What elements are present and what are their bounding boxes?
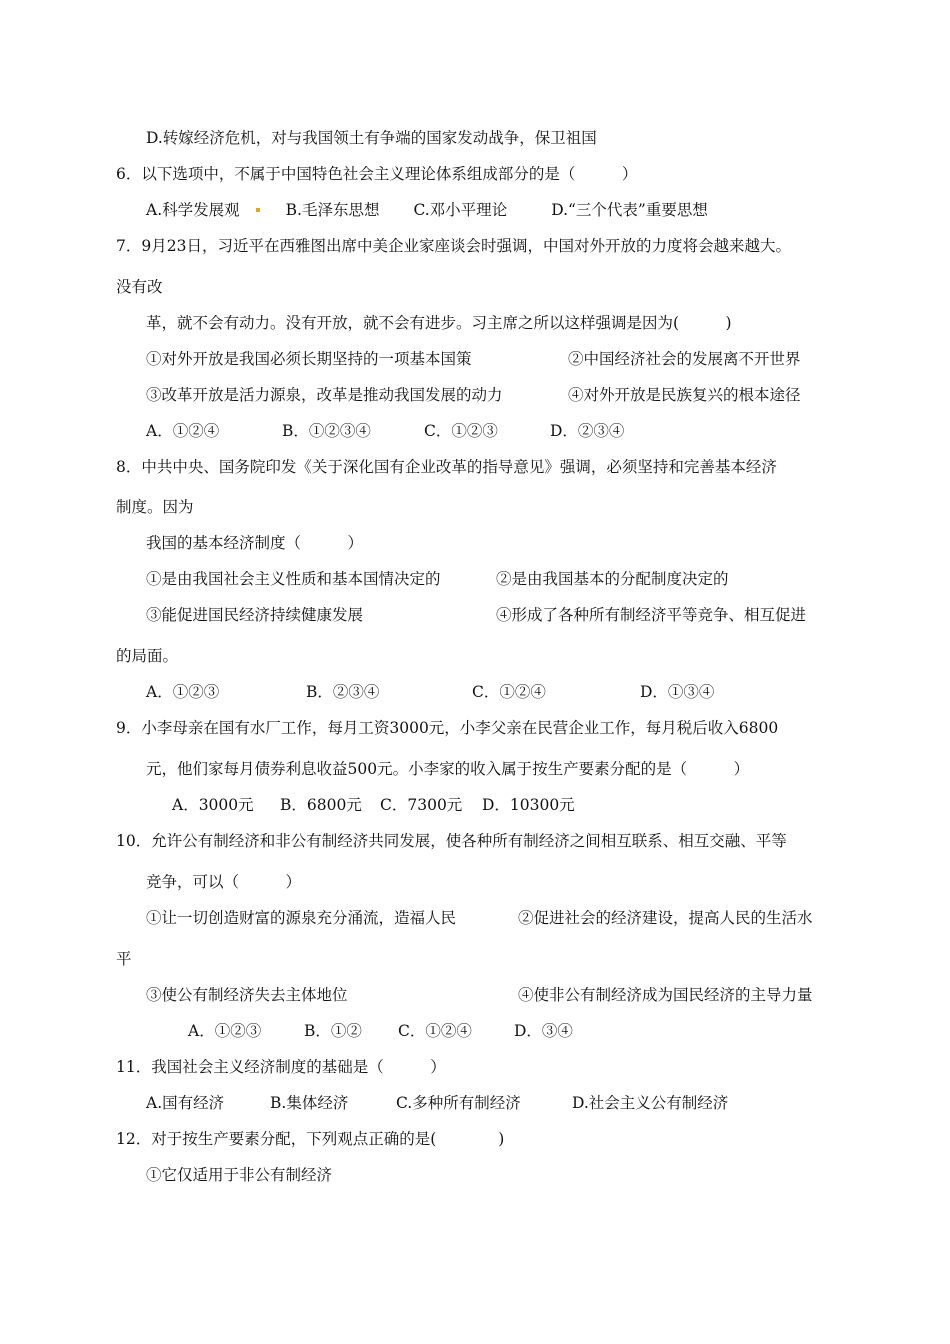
q8-statement-2: ②是由我国基本的分配制度决定的 bbox=[496, 570, 729, 588]
q7-option-a: A．①②④ bbox=[146, 422, 220, 440]
q6-option-b: B.毛泽东思想 bbox=[285, 201, 380, 219]
q8-statement-4: ④形成了各种所有制经济平等竞争、相互促进 bbox=[496, 606, 807, 624]
q6-option-a: A.科学发展观 bbox=[146, 201, 240, 219]
q7-statement-3: ③改革开放是活力源泉，改革是推动我国发展的动力 bbox=[146, 386, 503, 404]
question-12: 12．对于按生产要素分配，下列观点正确的是( ) bbox=[116, 1130, 505, 1148]
q7-option-d: D．②③④ bbox=[550, 422, 625, 440]
question-11: 11．我国社会主义经济制度的基础是（ ） bbox=[116, 1058, 446, 1076]
q10-statement-4: ④使非公有制经济成为国民经济的主导力量 bbox=[518, 986, 813, 1004]
question-8-cont-1: 制度。因为 bbox=[116, 498, 194, 516]
q11-option-a: A.国有经济 bbox=[146, 1094, 225, 1112]
q7-statement-1: ①对外开放是我国必须长期坚持的一项基本国策 bbox=[146, 350, 472, 368]
q10-statement-3: ③使公有制经济失去主体地位 bbox=[146, 986, 348, 1004]
q8-statement-1: ①是由我国社会主义性质和基本国情决定的 bbox=[146, 570, 441, 588]
q11-option-b: B.集体经济 bbox=[270, 1094, 349, 1112]
question-8: 8．中共中央、国务院印发《关于深化国有企业改革的指导意见》强调，必须坚持和完善基本经济 bbox=[116, 458, 777, 476]
q8-statement-3: ③能促进国民经济持续健康发展 bbox=[146, 606, 364, 624]
question-10-cont-2: 平 bbox=[116, 950, 132, 968]
q8-option-a: A．①②③ bbox=[146, 683, 220, 701]
q7-statement-4: ④对外开放是民族复兴的根本途径 bbox=[568, 386, 801, 404]
question-8-cont-2: 我国的基本经济制度（ ） bbox=[146, 534, 364, 552]
question-6-options bbox=[146, 200, 708, 220]
q10-option-d: D．③④ bbox=[514, 1022, 573, 1040]
q10-statement-2: ②促进社会的经济建设，提高人民的生活水 bbox=[518, 909, 813, 927]
q10-option-c: C．①②④ bbox=[398, 1022, 472, 1040]
q9-option-a: A．3000元 bbox=[172, 796, 254, 814]
question-10-cont: 竞争，可以（ ） bbox=[146, 873, 302, 891]
question-8-cont-3: 的局面。 bbox=[116, 647, 179, 665]
question-9-cont: 元，他们家每月债券利息收益500元。小李家的收入属于按生产要素分配的是（ ） bbox=[146, 760, 750, 778]
question-9: 9．小李母亲在国有水厂工作，每月工资3000元，小李父亲在民营企业工作，每月税后收入6800 bbox=[116, 719, 779, 737]
question-7-cont-2: 革，就不会有动力。没有开放，就不会有进步。习主席之所以这样强调是因为( ) bbox=[146, 314, 732, 332]
q10-statement-1: ①让一切创造财富的源泉充分涌流，造福人民 bbox=[146, 909, 457, 927]
q12-statement-1: ①它仅适用于非公有制经济 bbox=[146, 1166, 333, 1184]
q11-option-d: D.社会主义公有制经济 bbox=[572, 1094, 729, 1112]
q6-option-d: D.“三个代表”重要思想 bbox=[551, 201, 708, 219]
question-7-cont-1: 没有改 bbox=[116, 278, 163, 296]
q8-option-d: D．①③④ bbox=[640, 683, 715, 701]
q7-option-c: C．①②③ bbox=[424, 422, 498, 440]
q10-option-a: A．①②③ bbox=[188, 1022, 262, 1040]
q7-statement-2: ②中国经济社会的发展离不开世界 bbox=[568, 350, 801, 368]
q11-option-c: C.多种所有制经济 bbox=[396, 1094, 521, 1112]
question-10: 10．允许公有制经济和非公有制经济共同发展，使各种所有制经济之间相互联系、相互交融、平等 bbox=[116, 832, 787, 850]
q6-option-c: C.邓小平理论 bbox=[413, 201, 508, 219]
question-6: 6．以下选项中，不属于中国特色社会主义理论体系组成部分的是（ ） bbox=[116, 165, 638, 183]
q9-option-b: B．6800元 bbox=[280, 796, 362, 814]
q9-option-c: C．7300元 bbox=[380, 796, 463, 814]
question-7: 7．9月23日，习近平在西雅图出席中美企业家座谈会时强调，中国对外开放的力度将会越来越大。 bbox=[116, 237, 791, 255]
q10-option-b: B．①② bbox=[304, 1022, 362, 1040]
q7-option-b: B．①②③④ bbox=[282, 422, 371, 440]
decorative-dot bbox=[256, 208, 260, 212]
q9-option-d: D．10300元 bbox=[482, 796, 575, 814]
q8-option-b: B．②③④ bbox=[306, 683, 380, 701]
line-option-d: D.转嫁经济危机，对与我国领土有争端的国家发动战争，保卫祖国 bbox=[146, 129, 597, 147]
q8-option-c: C．①②④ bbox=[472, 683, 546, 701]
